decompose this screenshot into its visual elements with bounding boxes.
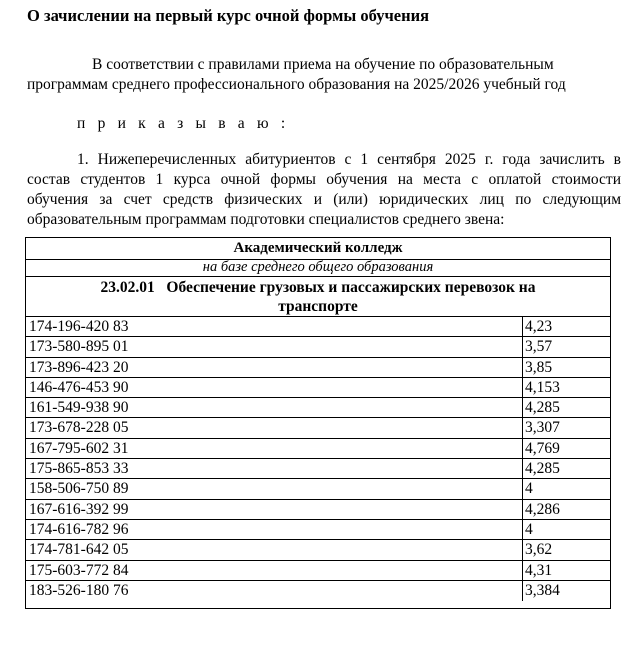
score-cell: 4,31 — [522, 561, 611, 580]
intro-line-1: В соответствии с правилами приема на обучение по образовательным — [92, 56, 554, 73]
table-row — [26, 459, 610, 479]
item-1-line-4: образовательным программам подготовки специалистов среднего звена: — [27, 211, 505, 228]
applicant-id-cell: 173-896-423 20 — [29, 358, 129, 376]
table-row — [26, 398, 610, 418]
score-cell: 4,285 — [522, 459, 611, 478]
score-cell: 3,85 — [522, 358, 611, 377]
applicant-id-cell: 146-476-453 90 — [29, 378, 129, 396]
program-line-1: 23.02.01 Обеспечение грузовых и пассажирских перевозок на — [100, 279, 536, 296]
applicant-id-cell: 175-603-772 84 — [29, 561, 129, 579]
score-cell: 4,286 — [522, 500, 611, 519]
item-1-line-3: обучения за счет средств физических и (или) юридических лиц по следующим — [27, 191, 621, 208]
score-cell: 3,62 — [522, 540, 611, 559]
table-row — [26, 500, 610, 520]
applicant-id-cell: 161-549-938 90 — [29, 399, 129, 417]
applicant-id-cell: 174-196-420 83 — [29, 318, 129, 335]
score-cell: 4 — [522, 520, 611, 539]
table-row — [26, 561, 610, 581]
applicant-id-cell: 167-795-602 31 — [29, 439, 129, 457]
score-cell: 4 — [522, 479, 611, 498]
table-row — [26, 479, 610, 499]
applicant-id-cell: 167-616-392 99 — [29, 500, 129, 518]
item-1-line-2: состав студентов 1 курса очной формы обучения на места с оплатой стоимости — [27, 171, 621, 188]
applicant-id-cell: 183-526-180 76 — [29, 581, 129, 599]
score-cell: 3,384 — [522, 581, 611, 601]
applicant-id-cell: 173-678-228 05 — [29, 419, 129, 437]
applicant-id-cell: 174-616-782 96 — [29, 520, 129, 538]
applicant-id-cell: 174-781-642 05 — [29, 541, 129, 559]
score-cell: 3,307 — [522, 418, 611, 437]
applicant-id-cell: 158-506-750 89 — [29, 480, 129, 498]
table-row — [26, 540, 610, 560]
applicant-id-cell: 175-865-853 33 — [29, 460, 129, 478]
item-1-paragraph — [27, 150, 621, 230]
score-cell: 4,23 — [522, 317, 611, 336]
table-row — [26, 317, 610, 337]
college-header: Академический колледж — [26, 238, 610, 260]
intro-paragraph — [27, 55, 621, 95]
order-word: п р и к а з ы в а ю : — [77, 115, 290, 132]
intro-line-2: программам среднего профессионального образования на 2025/2026 учебный год — [27, 76, 566, 93]
item-1-line-1: 1. Нижеперечисленных абитуриентов с 1 сентября 2025 г. года зачислить в — [77, 151, 621, 168]
table-row — [26, 358, 610, 378]
table-row — [26, 337, 610, 357]
table-row — [26, 581, 610, 601]
score-cell: 4,153 — [522, 378, 611, 397]
program-header — [26, 276, 610, 317]
table-row — [26, 520, 610, 540]
table-row — [26, 439, 610, 459]
score-cell: 4,769 — [522, 439, 611, 458]
applicant-id-cell: 173-580-895 01 — [29, 338, 129, 356]
table-row — [26, 378, 610, 398]
document-title: О зачислении на первый курс очной формы обучения — [27, 6, 430, 25]
table-body — [26, 317, 610, 601]
program-line-2: транспорте — [278, 298, 358, 315]
score-cell: 4,285 — [522, 398, 611, 417]
enrollment-table — [25, 237, 611, 609]
table-row — [26, 418, 610, 438]
basis-header: на базе среднего общего образования — [26, 259, 610, 277]
score-cell: 3,57 — [522, 337, 611, 356]
